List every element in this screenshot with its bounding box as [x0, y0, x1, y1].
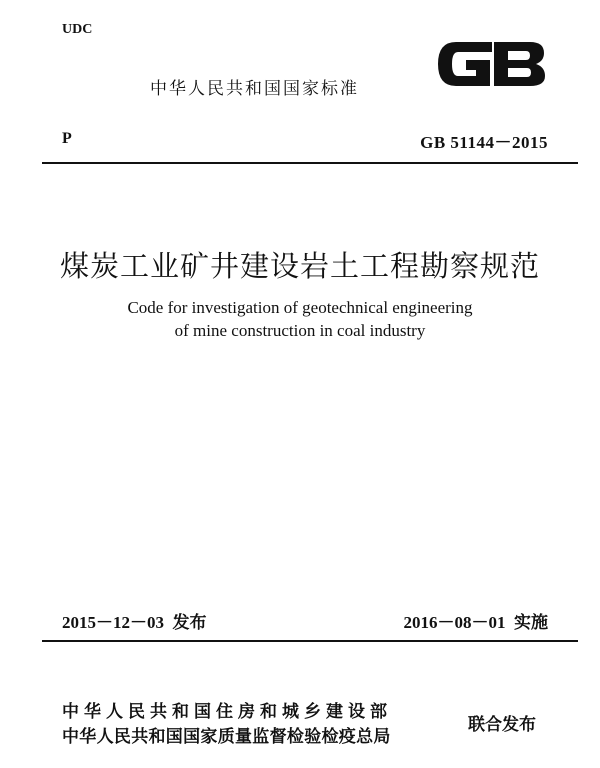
- publisher-line2: 中华人民共和国国家质量监督检验检疫总局: [62, 727, 391, 747]
- implementation-date: 2016－08－01 实施: [403, 613, 548, 632]
- national-standard-label: 中华人民共和国国家标准: [150, 79, 359, 99]
- joint-publish-label: 联合发布: [468, 715, 536, 735]
- classification-label: P: [62, 130, 72, 147]
- standard-code: GB 51144－2015: [420, 133, 548, 152]
- title-english-line1: Code for investigation of geotechnical engineering: [127, 298, 473, 317]
- title-chinese: 煤炭工业矿井建设岩土工程勘察规范: [59, 249, 540, 283]
- gb-logo: [432, 34, 550, 94]
- top-divider: [42, 162, 578, 164]
- title-english-line2: of mine construction in coal industry: [174, 321, 426, 340]
- publisher-line1: 中华人民共和国住房和城乡建设部: [62, 702, 392, 722]
- udc-label: UDC: [62, 22, 93, 37]
- bottom-divider: [42, 640, 578, 642]
- issue-date: 2015－12－03 发布: [62, 613, 207, 632]
